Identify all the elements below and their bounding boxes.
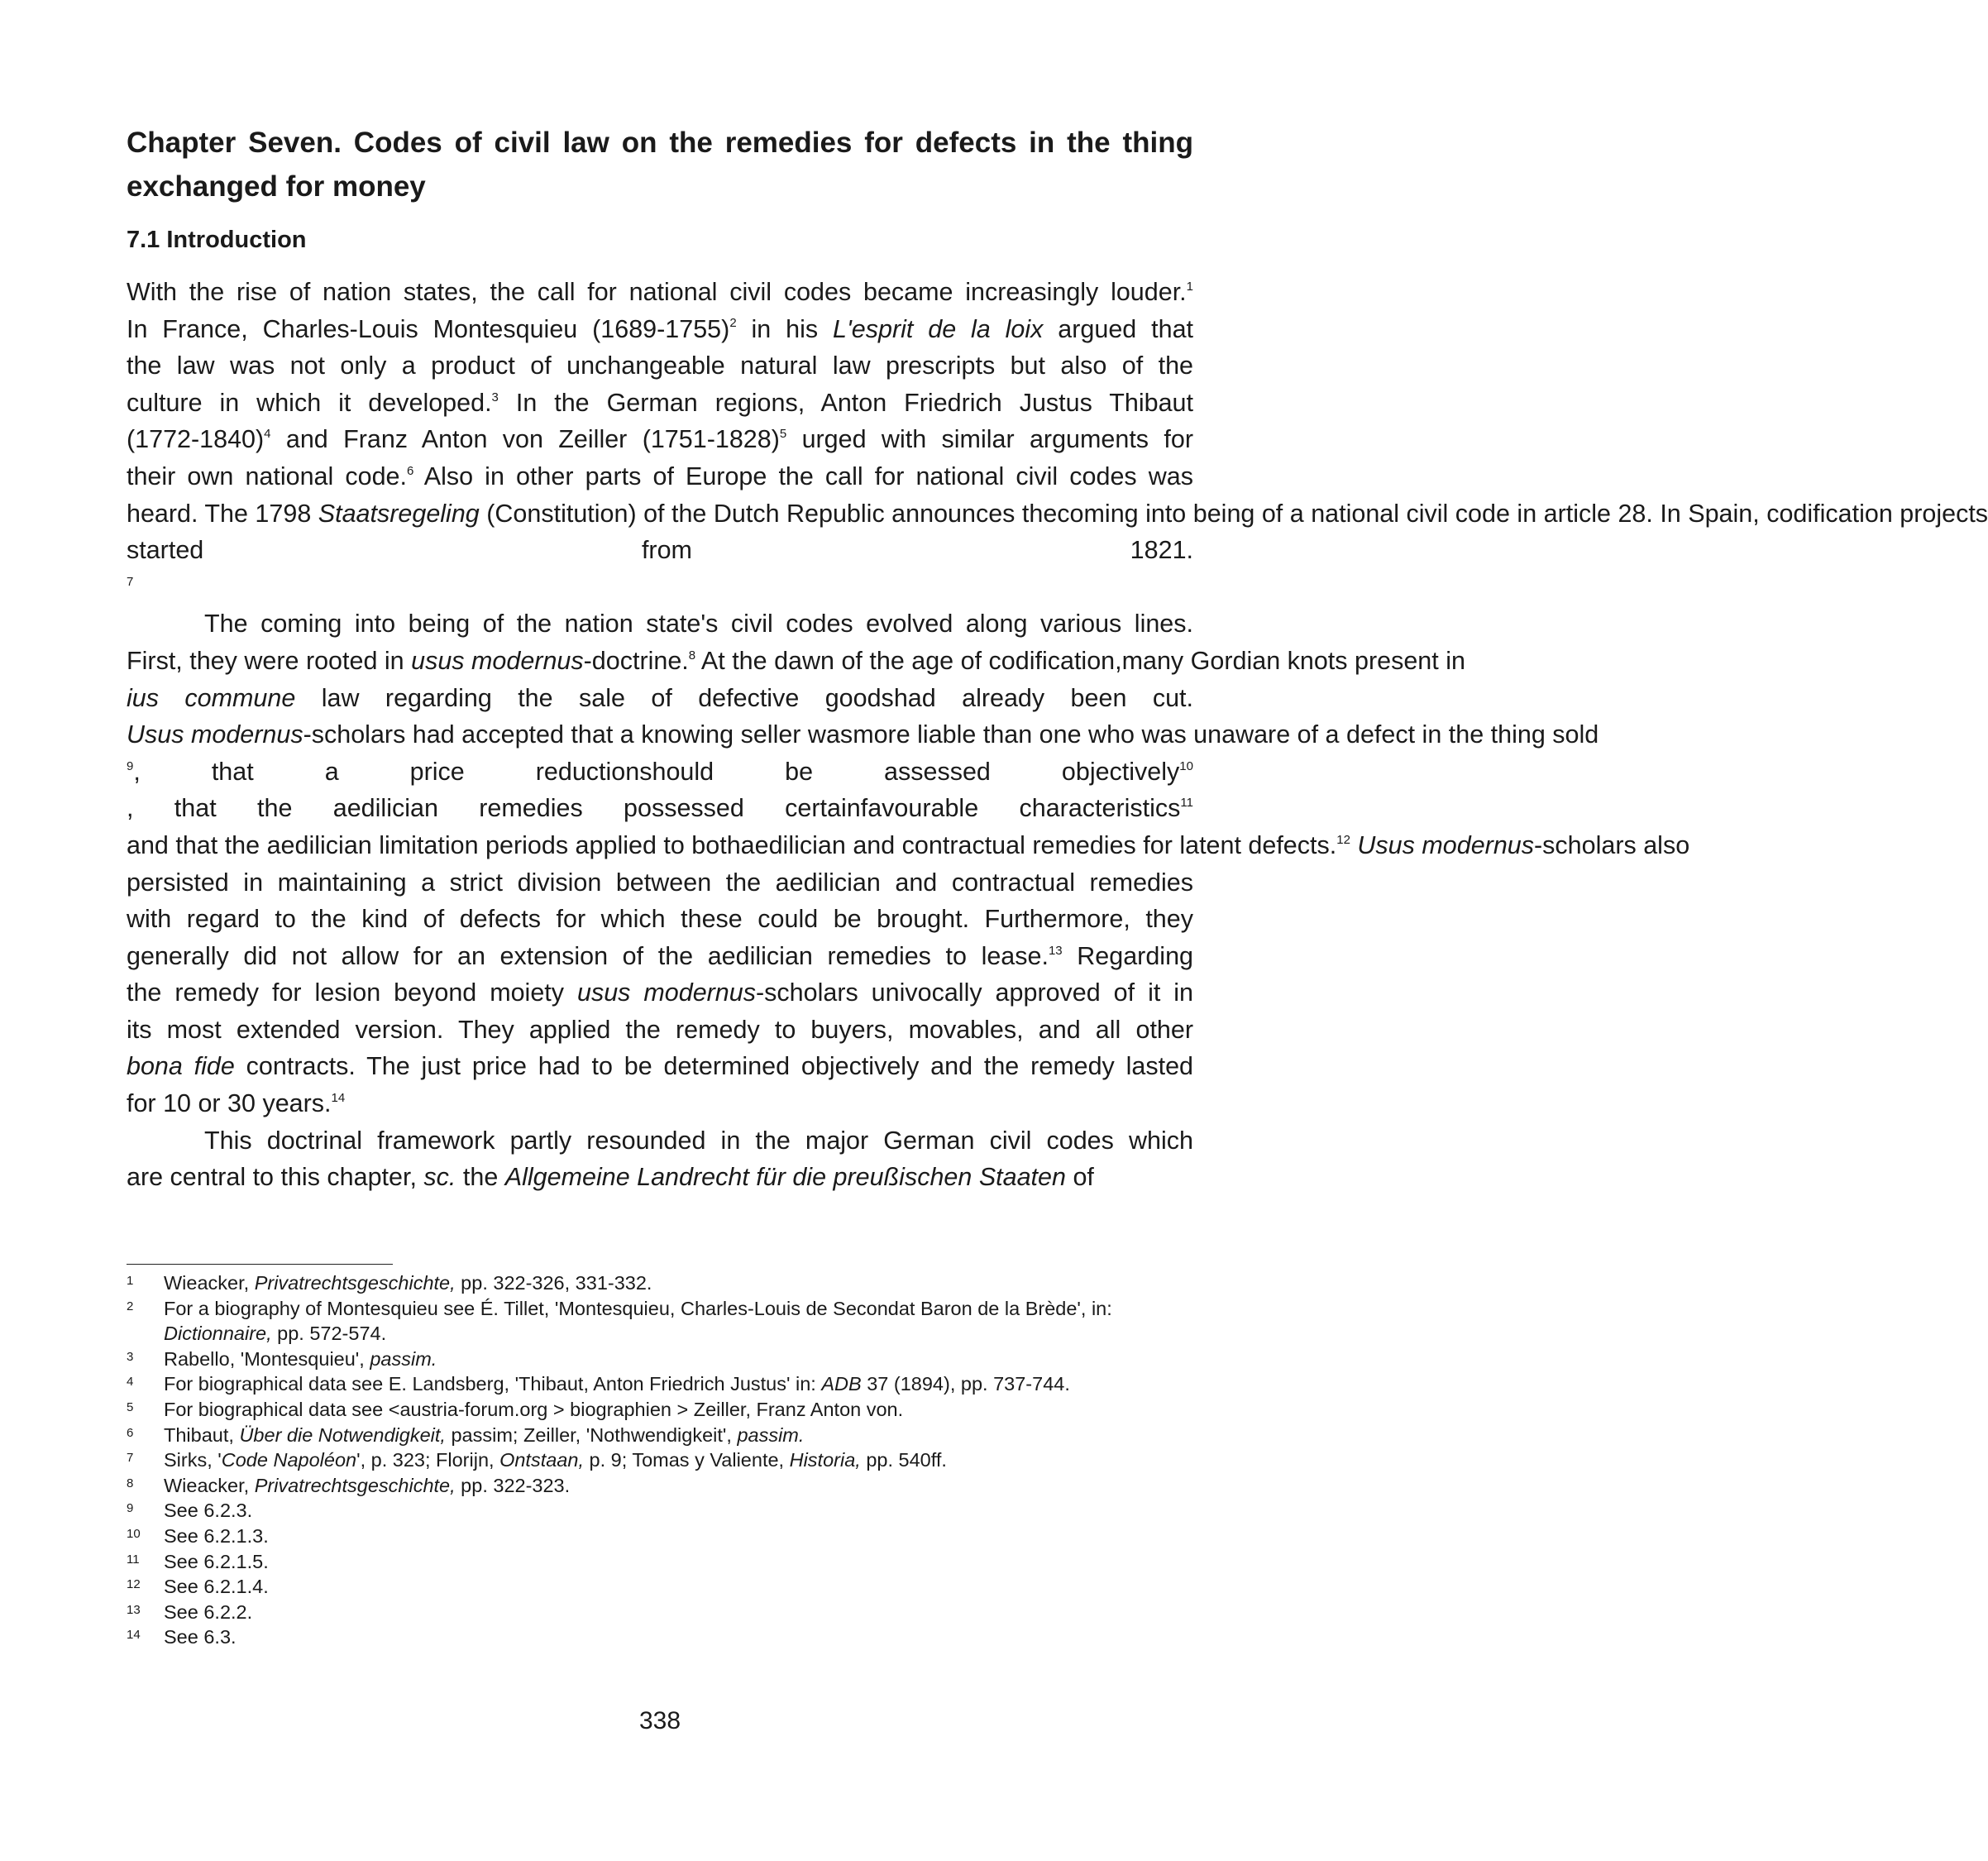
- text-run: In France, Charles-Louis Montesquieu (1689-1755): [127, 314, 730, 343]
- italic-text: L'esprit de la loix: [833, 314, 1044, 343]
- text-run: , that the aedilician remedies possessed certain: [127, 794, 861, 823]
- text-run: -scholars also: [1534, 830, 1690, 859]
- footnote-text: [164, 1549, 1193, 1575]
- text-run: its most extended version. They applied the remedy to buyers, movables, and all other: [127, 1015, 1193, 1044]
- footnote-text: [164, 1600, 1193, 1625]
- chapter-title: Chapter Seven. Codes of civil law on the remedies for defects in the thing exchanged for money: [127, 127, 1193, 203]
- italic-text: Privatrechtsgeschichte,: [254, 1474, 456, 1496]
- text-run: For a biography of Montesquieu see É. Tillet, 'Montesquieu, Charles-Louis de Secondat Baron de la Brède', in:: [164, 1297, 1112, 1319]
- footnote: [127, 1447, 1193, 1473]
- footnote-ref: 13: [1048, 943, 1063, 958]
- italic-text: usus modernus: [576, 978, 756, 1007]
- text-run: , that a price reduction: [133, 757, 640, 786]
- text-line: [127, 421, 1193, 458]
- italic-text: Dictionnaire,: [164, 1323, 272, 1345]
- footnote: [127, 1549, 1193, 1575]
- text-line: [127, 605, 1193, 643]
- footnote-number: 9: [127, 1501, 134, 1516]
- text-run: -doctrine.: [583, 646, 689, 675]
- text-run: See 6.2.3.: [164, 1500, 253, 1522]
- text-run: law regarding the sale of defective goods: [295, 683, 894, 712]
- text-line: [127, 1048, 1193, 1085]
- italic-text: ADB: [821, 1373, 862, 1395]
- text-line: [127, 1122, 1193, 1160]
- footnote-ref: 2: [729, 316, 737, 331]
- text-line: [127, 901, 1193, 938]
- footnote-text: [164, 1524, 1193, 1549]
- text-line: [127, 643, 1465, 680]
- text-run: For biographical data see E. Landsberg, 'Thibaut, Anton Friedrich Justus' in:: [164, 1373, 822, 1395]
- footnote: [127, 1524, 1193, 1549]
- footnote: [127, 1574, 1193, 1600]
- footnote-text: [164, 1347, 1193, 1372]
- italic-text: Code Napoléon: [221, 1449, 357, 1471]
- text-run: Rabello, 'Montesquieu',: [164, 1347, 370, 1370]
- text-run: with regard to the kind of defects for which these could be brought. Furthermore, they: [127, 905, 1193, 934]
- footnote-ref: 1: [1186, 279, 1193, 294]
- text-run: Also in other parts of Europe the call for national civil codes was: [413, 462, 1194, 490]
- footnote-number: 5: [127, 1399, 134, 1414]
- text-line: [127, 311, 1193, 348]
- paragraph-3: [127, 1122, 1193, 1196]
- footnote-ref: 14: [331, 1090, 346, 1105]
- footnote-ref: 3: [491, 390, 499, 404]
- text-run: Wieacker,: [164, 1272, 255, 1294]
- footnote-text: [164, 1624, 1193, 1650]
- text-run: -scholars had accepted that a knowing seller was: [303, 720, 853, 749]
- footnote-number: 8: [127, 1476, 134, 1490]
- text-run: (1772-1840): [127, 425, 265, 454]
- italic-text: passim.: [370, 1347, 437, 1370]
- text-line: [127, 790, 1193, 827]
- italic-text: Ontstaan,: [499, 1449, 584, 1471]
- text-run: pp. 322-323.: [455, 1474, 571, 1496]
- footnote-number: 3: [127, 1349, 134, 1364]
- text-run: passim; Zeiller, 'Nothwendigkeit',: [445, 1423, 738, 1446]
- text-line: [127, 680, 1193, 717]
- text-run: urged with similar arguments for: [786, 425, 1194, 454]
- text-run: contracts. The just price had to be determined objectively and the remedy lasted: [234, 1052, 1194, 1081]
- italic-text: bona fide: [127, 1052, 235, 1081]
- footnote-number: 2: [127, 1299, 134, 1313]
- text-run: argued that: [1043, 314, 1194, 343]
- footnote-number: 14: [127, 1628, 141, 1643]
- text-run: many Gordian knots present in: [1121, 646, 1465, 675]
- footnote-number: 10: [127, 1526, 141, 1541]
- footnote-ref: 7: [127, 574, 134, 589]
- text-line: [127, 753, 1193, 791]
- text-run: of: [1065, 1163, 1094, 1192]
- italic-text: Usus modernus: [1357, 830, 1534, 859]
- text-run: their own national code.: [127, 462, 407, 490]
- footnote-ref: 5: [779, 427, 787, 442]
- text-line: [127, 974, 1193, 1012]
- text-run: had already been cut.: [893, 683, 1193, 712]
- text-run: pp. 322-326, 331-332.: [455, 1272, 652, 1294]
- page-number: 338: [638, 1707, 681, 1734]
- text-line: [127, 864, 1193, 902]
- italic-text: usus modernus: [411, 646, 584, 675]
- text-run: culture in which it developed.: [127, 388, 492, 417]
- footnote: [127, 1347, 1193, 1372]
- italic-text: Über die Notwendigkeit,: [239, 1423, 446, 1446]
- footnote: [127, 1296, 1193, 1347]
- footnote-number: 7: [127, 1451, 134, 1466]
- text-run: started from 1821.: [127, 536, 1193, 565]
- text-run: pp. 540ff.: [860, 1449, 947, 1471]
- text-run: the law was not only a product of unchangeable natural law prescripts but also of the: [127, 352, 1193, 380]
- text-line: [127, 938, 1193, 975]
- footnote-number: 11: [127, 1552, 140, 1567]
- text-run: in his: [736, 314, 833, 343]
- text-line: [127, 569, 1193, 606]
- italic-text: Staatsregeling: [318, 499, 480, 528]
- text-run: are central to this chapter,: [127, 1163, 424, 1192]
- text-run: coming into being of a national civil code in article 28. In Spain, codification projects: [1057, 499, 1988, 528]
- italic-text: Allgemeine Landrecht für die preußischen Staaten: [504, 1163, 1066, 1192]
- text-line: [127, 347, 1193, 385]
- text-run: ', p. 323; Florijn,: [356, 1449, 500, 1471]
- footnote-number: 4: [127, 1375, 134, 1390]
- text-run: and Franz Anton von Zeiller (1751-1828): [270, 425, 780, 454]
- footnote-text: [164, 1423, 1193, 1448]
- footnote-text: [164, 1447, 1193, 1473]
- paragraph-1: [127, 274, 1988, 605]
- footnote: [127, 1397, 1193, 1423]
- text-run: the: [456, 1163, 505, 1192]
- text-line: [127, 274, 1193, 311]
- text-run: First, they were rooted in: [127, 646, 412, 675]
- footnote-number: 12: [127, 1577, 141, 1592]
- text-run: This doctrinal framework partly resounded in the major German civil codes which: [204, 1126, 1193, 1155]
- text-run: should be assessed objectively: [639, 757, 1180, 786]
- text-run: At the dawn of the age of codification,: [695, 646, 1122, 675]
- text-run: heard. The 1798: [127, 499, 318, 528]
- footnote-ref: 4: [264, 427, 271, 442]
- footnote: [127, 1600, 1193, 1625]
- footnote-text: [164, 1397, 1193, 1423]
- footnote-ref: 8: [688, 648, 696, 663]
- text-run: for 10 or 30 years.: [127, 1089, 332, 1118]
- text-run: more liable than one who was unaware of a defect in the thing sold: [853, 720, 1599, 749]
- footnote-text: [164, 1296, 1193, 1347]
- text-run: See 6.2.1.3.: [164, 1524, 269, 1547]
- text-line: [127, 495, 1988, 533]
- text-line: [127, 385, 1193, 422]
- italic-text: Usus modernus: [127, 720, 303, 749]
- footnote: [127, 1423, 1193, 1448]
- footnote-ref: 12: [1336, 832, 1350, 847]
- text-run: See 6.2.2.: [164, 1600, 253, 1623]
- text-run: pp. 572-574.: [271, 1323, 387, 1345]
- italic-text: ius commune: [127, 683, 296, 712]
- footnote: [127, 1498, 1193, 1524]
- footnote-separator: [127, 1264, 393, 1265]
- text-run: favourable characteristics: [860, 794, 1181, 823]
- text-run: persisted in maintaining a strict division between the aedilician and contractual remedies: [127, 868, 1193, 897]
- footnote: [127, 1371, 1193, 1397]
- footnote-text: [164, 1574, 1193, 1600]
- text-run: Regarding: [1062, 941, 1193, 970]
- text-run: generally did not allow for an extension of the aedilician remedies to lease.: [127, 941, 1049, 970]
- italic-text: passim.: [737, 1423, 805, 1446]
- text-line: [127, 532, 1193, 569]
- footnote-ref: 6: [407, 463, 414, 478]
- text-line: [127, 1085, 1193, 1122]
- footnote: [127, 1270, 1193, 1296]
- text-run: In the German regions, Anton Friedrich Justus Thibaut: [498, 388, 1193, 417]
- footnote-ref: 9: [127, 758, 134, 773]
- text-run: With the rise of nation states, the call for national civil codes became increasingly louder.: [127, 278, 1187, 306]
- text-line: [127, 827, 1690, 864]
- italic-text: Historia,: [789, 1449, 861, 1471]
- footnote-text: [164, 1371, 1193, 1397]
- text-run: -scholars univocally approved of it in: [756, 978, 1194, 1007]
- body-text: [127, 274, 1988, 1196]
- text-run: aedilician and contractual remedies for latent defects.: [740, 830, 1337, 859]
- footnote-text: [164, 1270, 1193, 1296]
- footnote-number: 13: [127, 1602, 141, 1617]
- text-line: [127, 1159, 1193, 1196]
- text-run: See 6.2.1.4.: [164, 1576, 269, 1598]
- text-run: See 6.2.1.5.: [164, 1550, 269, 1572]
- text-run: 37 (1894), pp. 737-744.: [861, 1373, 1070, 1395]
- footnote-list: [127, 1270, 1193, 1650]
- footnote: [127, 1624, 1193, 1650]
- text-line: [127, 1012, 1193, 1049]
- text-run: (Constitution) of the Dutch Republic announces the: [479, 499, 1058, 528]
- text-run: For biographical data see <austria-forum.org > biographien > Zeiller, Franz Anton von.: [164, 1398, 904, 1420]
- footnote-ref: 10: [1179, 758, 1193, 773]
- footnote-number: 6: [127, 1425, 134, 1440]
- text-run: Wieacker,: [164, 1474, 255, 1496]
- text-run: The coming into being of the nation state's civil codes evolved along various lines.: [204, 610, 1193, 639]
- italic-text: Privatrechtsgeschichte,: [254, 1272, 456, 1294]
- text-run: the remedy for lesion beyond moiety: [127, 978, 577, 1007]
- text-run: Thibaut,: [164, 1423, 240, 1446]
- text-run: See 6.3.: [164, 1626, 237, 1648]
- footnote: [127, 1473, 1193, 1499]
- text-run: and that the aedilician limitation periods applied to both: [127, 830, 741, 859]
- footnote-text: [164, 1473, 1193, 1499]
- text-line: [127, 716, 1599, 753]
- italic-text: sc.: [423, 1163, 456, 1192]
- footnote-text: [164, 1498, 1193, 1524]
- footnote-ref: 11: [1180, 796, 1193, 811]
- text-run: p. 9; Tomas y Valiente,: [583, 1449, 790, 1471]
- paragraph-2: [127, 605, 1690, 1122]
- text-line: [127, 458, 1193, 495]
- section-heading: 7.1 Introduction: [127, 227, 307, 253]
- text-run: Sirks, ': [164, 1449, 222, 1471]
- footnote-number: 1: [127, 1274, 134, 1288]
- document-page: [127, 0, 1988, 1861]
